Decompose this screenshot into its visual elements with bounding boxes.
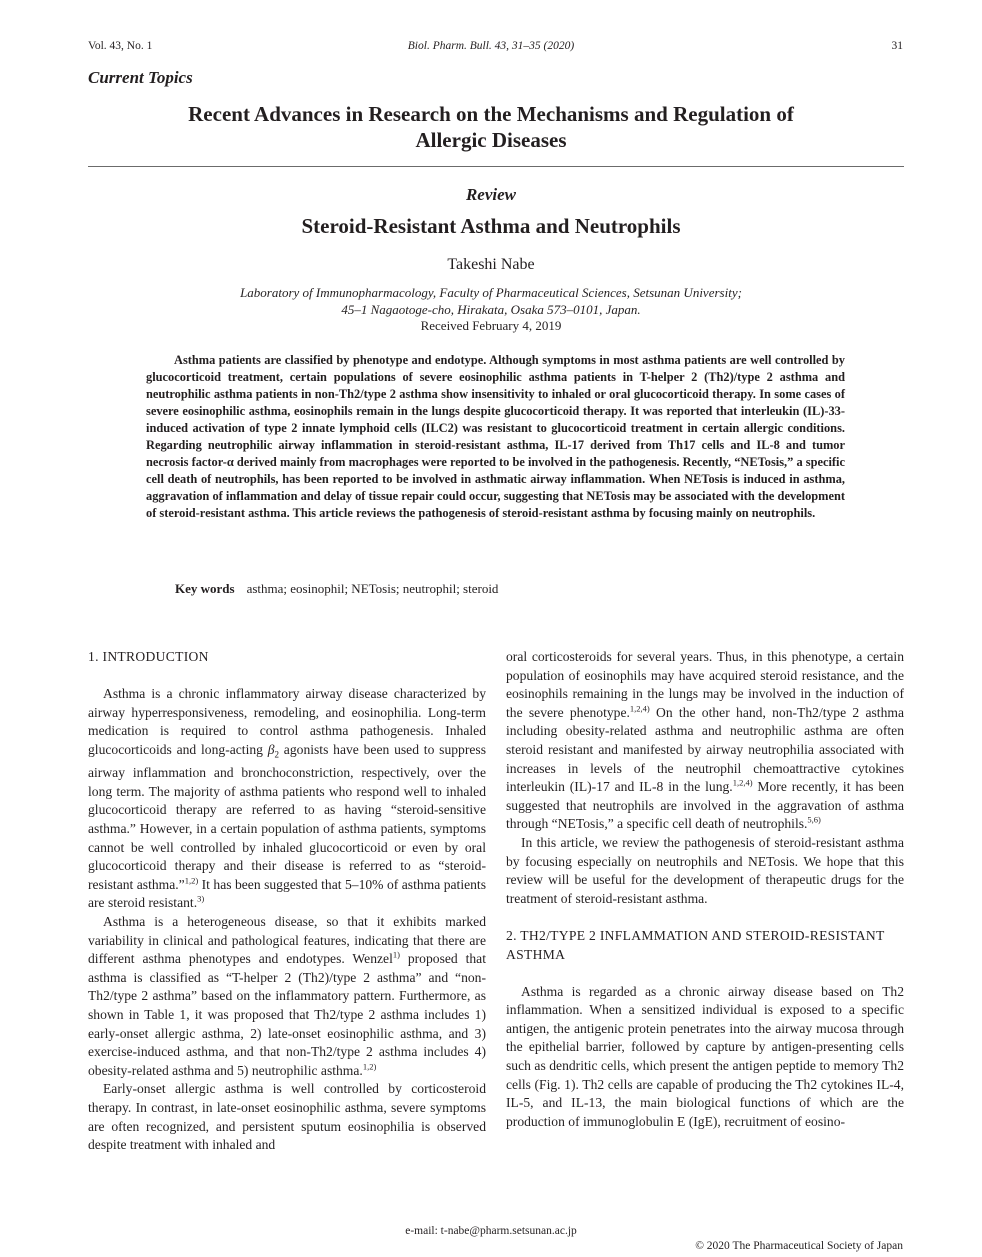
series-title-line1: Recent Advances in Research on the Mechanisms and Regulation of <box>188 102 794 126</box>
citation: 1,2,4) <box>732 777 753 788</box>
keywords-label: Key words <box>175 581 235 596</box>
paragraph: Asthma is a heterogeneous disease, so that it exhibits marked variability in clinical and pathological features, indicating that there are different asthma phenotypes and endotypes. Wenzel$^{1)}$ proposed that asthma is classified as “T-helper 2 (Th2)/type 2 asthma” and “non-Th2/type 2 asthma” based on the inflammatory pattern. Furthermore, as shown in Table 1, it was proposed that Th2/type 2 asthma includes 1) early-onset allergic asthma, 2) late-onset eosinophilic asthma, and 3) exercise-induced asthma, and that non-Th2/type 2 asthma includes 4) obesity-related asthma and 5) neutrophilic asthma.$^{1,2)}$ <box>88 914 486 1078</box>
citation: 3) <box>197 893 205 904</box>
section-heading-introduction: 1. INTRODUCTION <box>88 649 209 664</box>
affiliation-line2: 45–1 Nagaotoge-cho, Hirakata, Osaka 573–0101, Japan. <box>341 301 641 317</box>
received-date: Received February 4, 2019 <box>420 318 562 333</box>
section-heading-th2-inflammation: 2. TH2/TYPE 2 INFLAMMATION AND STEROID-RESISTANT ASTHMA <box>506 927 885 962</box>
right-column <box>506 648 904 1131</box>
paragraph: oral corticosteroids for several years. Thus, in this phenotype, a certain population of eosinophils may have acquired steroid resistance, and the eosinophils remaining in the lungs may be involved in the induction of the severe phenotype.$^{1,2,4)}$ On the other hand, non-Th2/type 2 asthma including obesity-related asthma and neutrophilic asthma are often steroid resistant and manifested by airway neutrophilia associated with increases in levels of the neutrophil chemoattractive cytokines interleukin (IL)-17 and IL-8 in the lung.$^{1,2,4)}$ More recently, it has been suggested that neutrophils are involved in the aggravation of asthma through “NETosis,” a specific cell death of neutrophils.$^{5,6)}$ <box>506 649 905 832</box>
running-head-journal: Biol. Pharm. Bull. 43, 31–35 (2020) <box>407 40 575 52</box>
running-head-volume: Vol. 43, No. 1 <box>88 40 153 52</box>
article-type: Review <box>465 185 517 204</box>
paragraph: Early-onset allergic asthma is well controlled by corticosteroid therapy. In contrast, in late-onset eosinophilic asthma, severe symptoms are often recognized, and persistent sputum eosinophilia is observed despite treatment with inhaled and <box>88 1081 486 1153</box>
corresponding-email: e-mail: t-nabe@pharm.setsunan.ac.jp <box>405 1225 577 1237</box>
paragraph: In this article, we review the pathogenesis of steroid-resistant asthma by focusing especially on neutrophils and NETosis. We hope that this review will be useful for the development of therapeutic drugs for the treatment of steroid-resistant asthma. <box>506 834 904 906</box>
header-divider <box>88 166 904 167</box>
article-title: Steroid-Resistant Asthma and Neutrophils <box>301 214 681 238</box>
keywords-list: asthma; eosinophil; NETosis; neutrophil; steroid <box>246 581 499 596</box>
abstract: Asthma patients are classified by phenotype and endotype. Although symptoms in most asthma patients are well controlled by glucocorticoid treatment, certain populations of severe eosinophilic asthma patients in T-helper 2 (Th2)/type 2 asthma and neutrophilic asthma patients in non-Th2/type 2 asthma show insensitivity to inhaled or oral glucocorticoid therapy. In some cases of severe eosinophilic asthma, eosinophils remain in the lungs despite glucocorticoid therapy. It was reported that interleukin (IL)-33-induced activation of type 2 innate lymphoid cells (ILC2) was resistant to glucocorticoid treatment in certain allergic conditions. Regarding neutrophilic airway inflammation in steroid-resistant asthma, IL-17 derived from Th17 cells and IL-8 and tumor necrosis factor-α derived mainly from macrophages were reported to be involved in the pathogenesis. Recently, “NETosis,” a specific cell death of neutrophils, has been reported to be involved in asthmatic airway inflammation. When NETosis is induced in asthma, aggravation of inflammation and delay of tissue repair could occur, suggesting that NETosis may be associated with the development of steroid-resistant asthma. This article reviews the pathogenesis of steroid-resistant asthma by focusing mainly on neutrophils. <box>146 353 845 520</box>
author-name: Takeshi Nabe <box>447 256 535 273</box>
affiliation <box>0 285 982 318</box>
citation: 1,2) <box>184 875 199 886</box>
paragraph: Asthma is a chronic inflammatory airway disease characterized by airway hyperresponsiveness, remodeling, and eosinophilia. Long-term medication is required to control asthma pathogenesis. Inhaled glucocorticoids and long-acting $\beta_2$ agonists have been used to suppress airway inflammation and bronchoconstriction, respectively, over the long term. The majority of asthma patients who respond well to inhaled glucocorticoid therapy are referred to as having “steroid-sensitive asthma.” However, in a certain population of asthma patients, symptoms cannot be well controlled by inhaled glucocorticoid or even by oral glucocorticoid therapy and their disease is referred to as “steroid-resistant asthma.”$^{1,2)}$ It has been suggested that 5–10% of asthma patients are steroid resistant.$^{3)}$ <box>88 686 486 911</box>
copyright-notice: © 2020 The Pharmaceutical Society of Japan <box>695 1240 903 1252</box>
citation: 1) <box>392 949 400 960</box>
series-title-line2: Allergic Diseases <box>415 128 567 152</box>
citation: 1,2,4) <box>629 703 650 714</box>
citation: 5,6) <box>807 814 821 825</box>
running-head-page-number: 31 <box>891 40 903 52</box>
series-title <box>140 101 842 153</box>
citation: 1,2) <box>362 1061 377 1072</box>
affiliation-line1: Laboratory of Immunopharmacology, Faculty of Pharmaceutical Sciences, Setsunan University; <box>240 285 742 300</box>
keywords <box>175 581 498 597</box>
left-column <box>88 648 486 1155</box>
section-label: Current Topics <box>88 68 193 87</box>
paragraph: Asthma is regarded as a chronic airway disease based on Th2 inflammation. When a sensitized individual is exposed to a specific antigen, the antigenic protein penetrates into the airway mucosa through the epithelial barrier, followed by capture by antigen-presenting cells such as dendritic cells, which present the antigen peptide to memory Th2 cells (Fig. 1). Th2 cells are capable of producing the Th2 cytokines IL-4, IL-5, and IL-13, the main biological functions of which are the production of immunoglobulin E (IgE), recruitment of eosino- <box>506 983 904 1129</box>
